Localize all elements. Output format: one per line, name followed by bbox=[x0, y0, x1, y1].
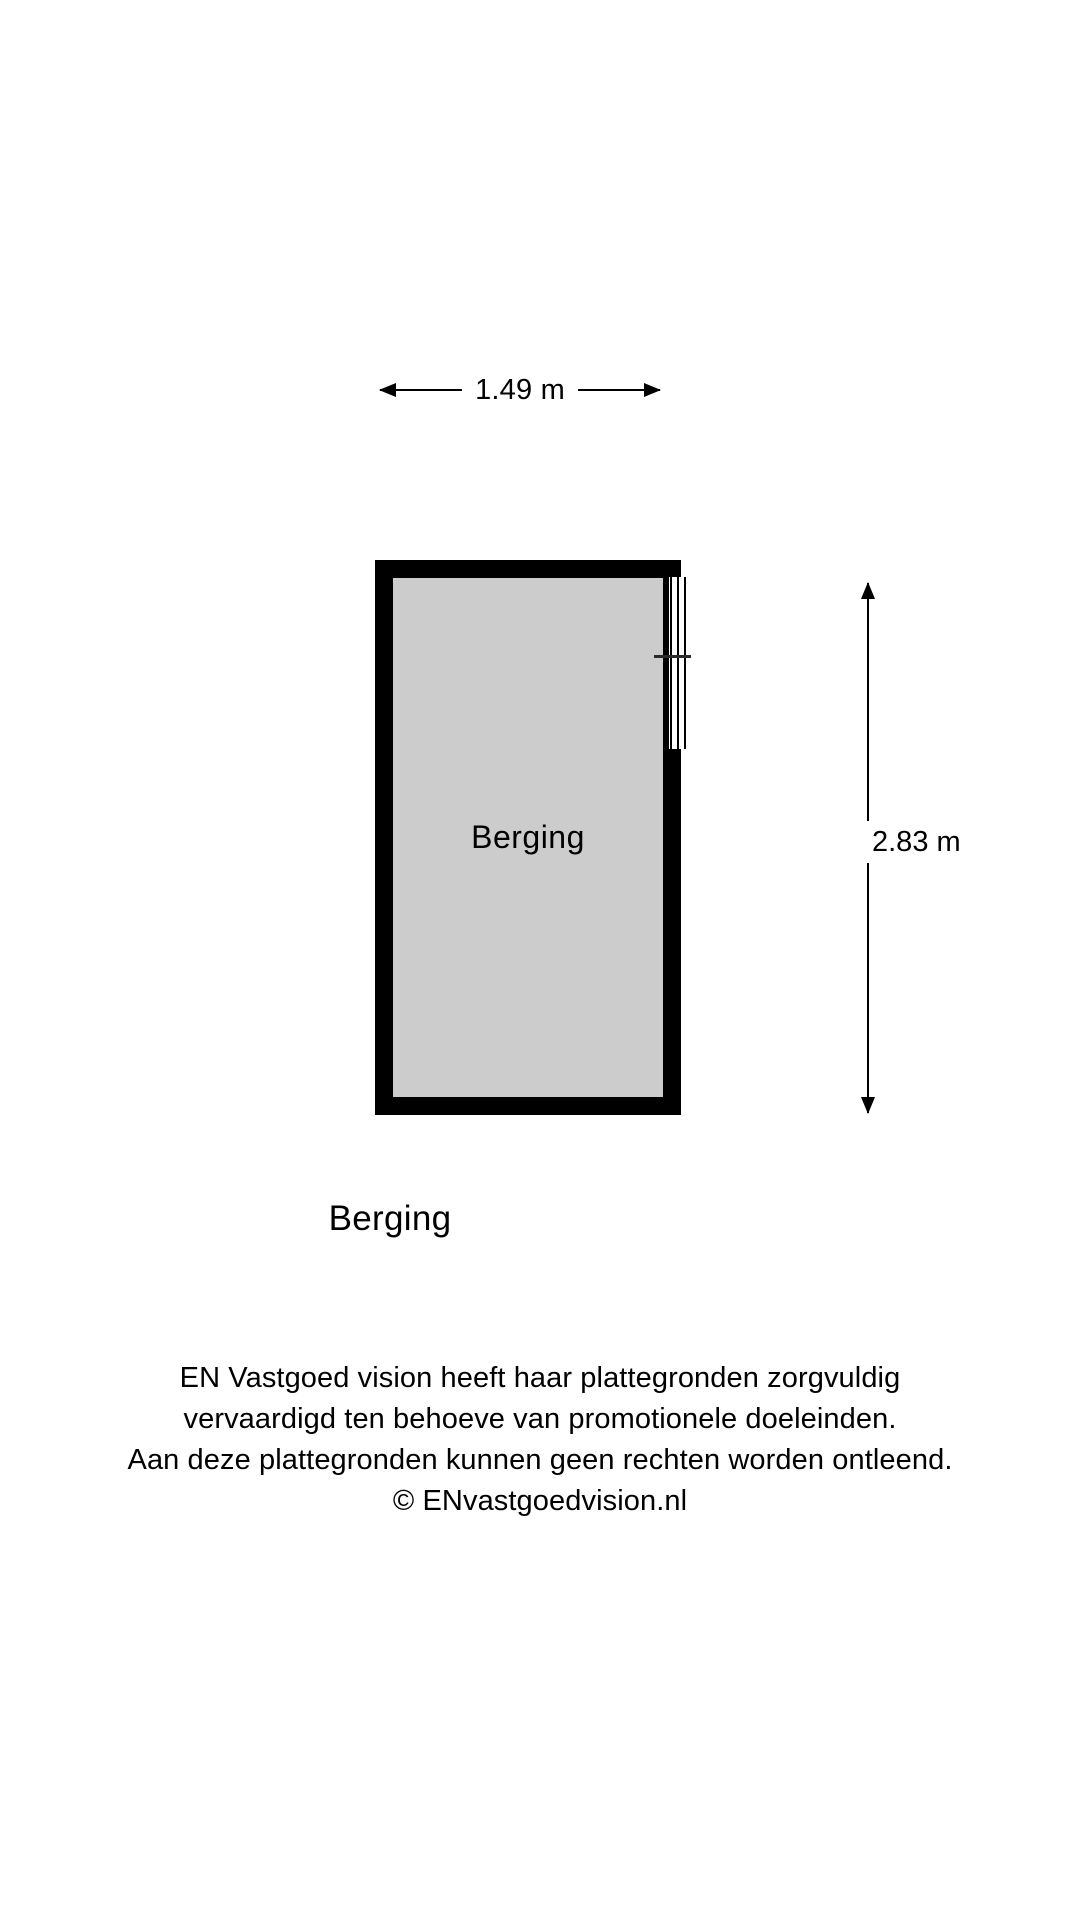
window-sill-marker-icon bbox=[654, 655, 691, 658]
copyright-line: © ENvastgoedvision.nl bbox=[392, 1485, 688, 1517]
dimension-width-label: 1.49 m bbox=[475, 373, 565, 406]
arrow-right-icon bbox=[578, 389, 660, 391]
disclaimer-line: Aan deze plattegronden kunnen geen rechten worden ontleend. bbox=[127, 1444, 953, 1476]
room-label: Berging bbox=[471, 819, 585, 855]
window-pane-line bbox=[684, 577, 686, 749]
window-pane-line bbox=[670, 577, 672, 749]
disclaimer-footer bbox=[0, 1358, 1080, 1522]
window-opening-icon bbox=[669, 577, 687, 749]
arrow-left-icon bbox=[380, 389, 462, 391]
disclaimer-line: vervaardigd ten behoeve van promotionele doeleinden. bbox=[183, 1403, 897, 1435]
room-floor-area bbox=[393, 578, 663, 1097]
room-berging bbox=[375, 560, 681, 1115]
plan-title: Berging bbox=[328, 1199, 452, 1238]
arrow-down-icon bbox=[867, 848, 869, 1113]
arrow-up-icon bbox=[867, 583, 869, 848]
dimension-height bbox=[846, 583, 961, 1113]
disclaimer-line: EN Vastgoed vision heeft haar plattegronden zorgvuldig bbox=[179, 1362, 901, 1394]
dimension-width bbox=[380, 368, 660, 412]
dimension-height-label: 2.83 m bbox=[866, 821, 967, 863]
window-pane-line bbox=[677, 577, 679, 749]
